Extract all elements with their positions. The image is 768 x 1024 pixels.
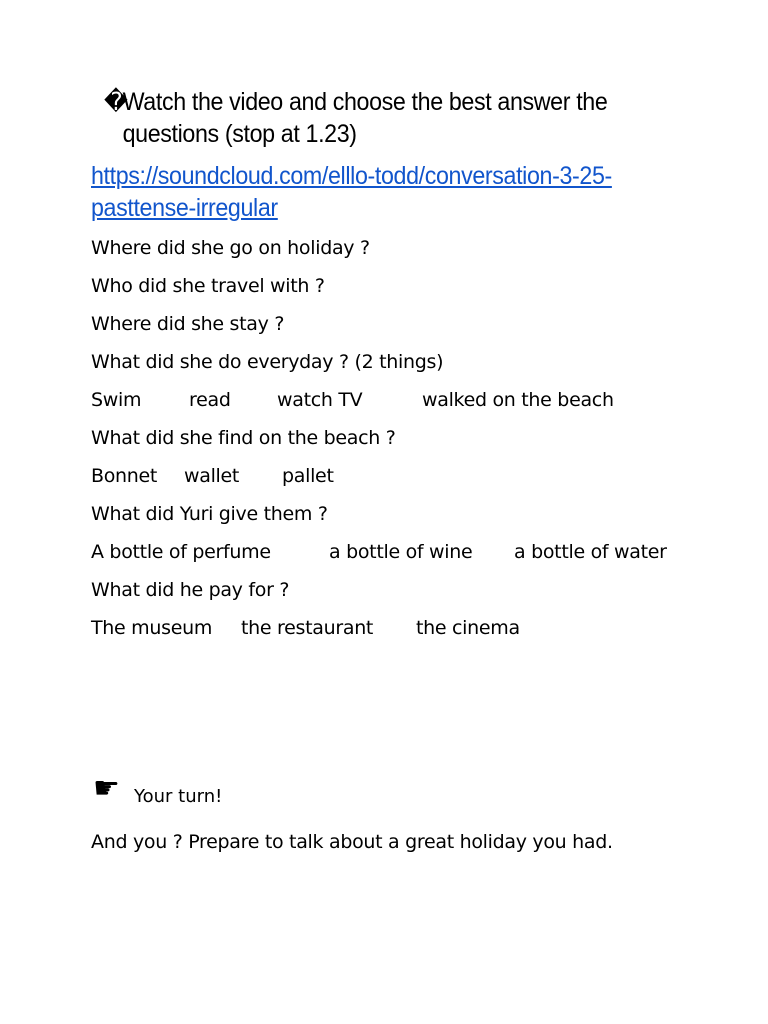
question-7: What did he pay for ? <box>91 579 290 601</box>
question-1: Where did she go on holiday ? <box>91 237 370 259</box>
question-6: What did Yuri give them ? <box>91 503 328 525</box>
option-read: read <box>189 389 231 411</box>
bullet-icon: � <box>104 88 128 116</box>
option-perfume: A bottle of perfume <box>91 541 271 563</box>
option-cinema: the cinema <box>416 617 520 639</box>
link-line-2[interactable]: pasttense-irregular <box>91 194 278 222</box>
instruction-line-2: questions (stop at 1.23) <box>122 120 357 148</box>
instruction-line-1: Watch the video and choose the best answer the <box>122 88 608 116</box>
instruction-text <box>104 86 625 150</box>
your-turn-prompt: And you ? Prepare to talk about a great holiday you had. <box>91 831 613 853</box>
option-restaurant: the restaurant <box>241 617 374 639</box>
option-wine: a bottle of wine <box>329 541 473 563</box>
option-museum: The museum <box>91 617 213 639</box>
soundcloud-link[interactable] <box>91 160 649 224</box>
question-5: What did she find on the beach ? <box>91 427 396 449</box>
your-turn-label: Your turn! <box>134 786 223 807</box>
question-2: Who did she travel with ? <box>91 275 325 297</box>
option-pallet: pallet <box>282 465 334 487</box>
option-swim: Swim <box>91 389 142 411</box>
option-wallet: wallet <box>184 465 240 487</box>
pointing-hand-icon: ☛ <box>93 771 120 806</box>
link-line-1[interactable]: https://soundcloud.com/elllo-todd/conversation-3-25- <box>91 162 612 190</box>
option-watch-tv: watch TV <box>277 389 363 411</box>
option-walked-on-beach: walked on the beach <box>422 389 614 411</box>
option-bonnet: Bonnet <box>91 465 158 487</box>
question-3: Where did she stay ? <box>91 313 285 335</box>
question-4: What did she do everyday ? (2 things) <box>91 351 444 373</box>
option-water: a bottle of water <box>514 541 667 563</box>
